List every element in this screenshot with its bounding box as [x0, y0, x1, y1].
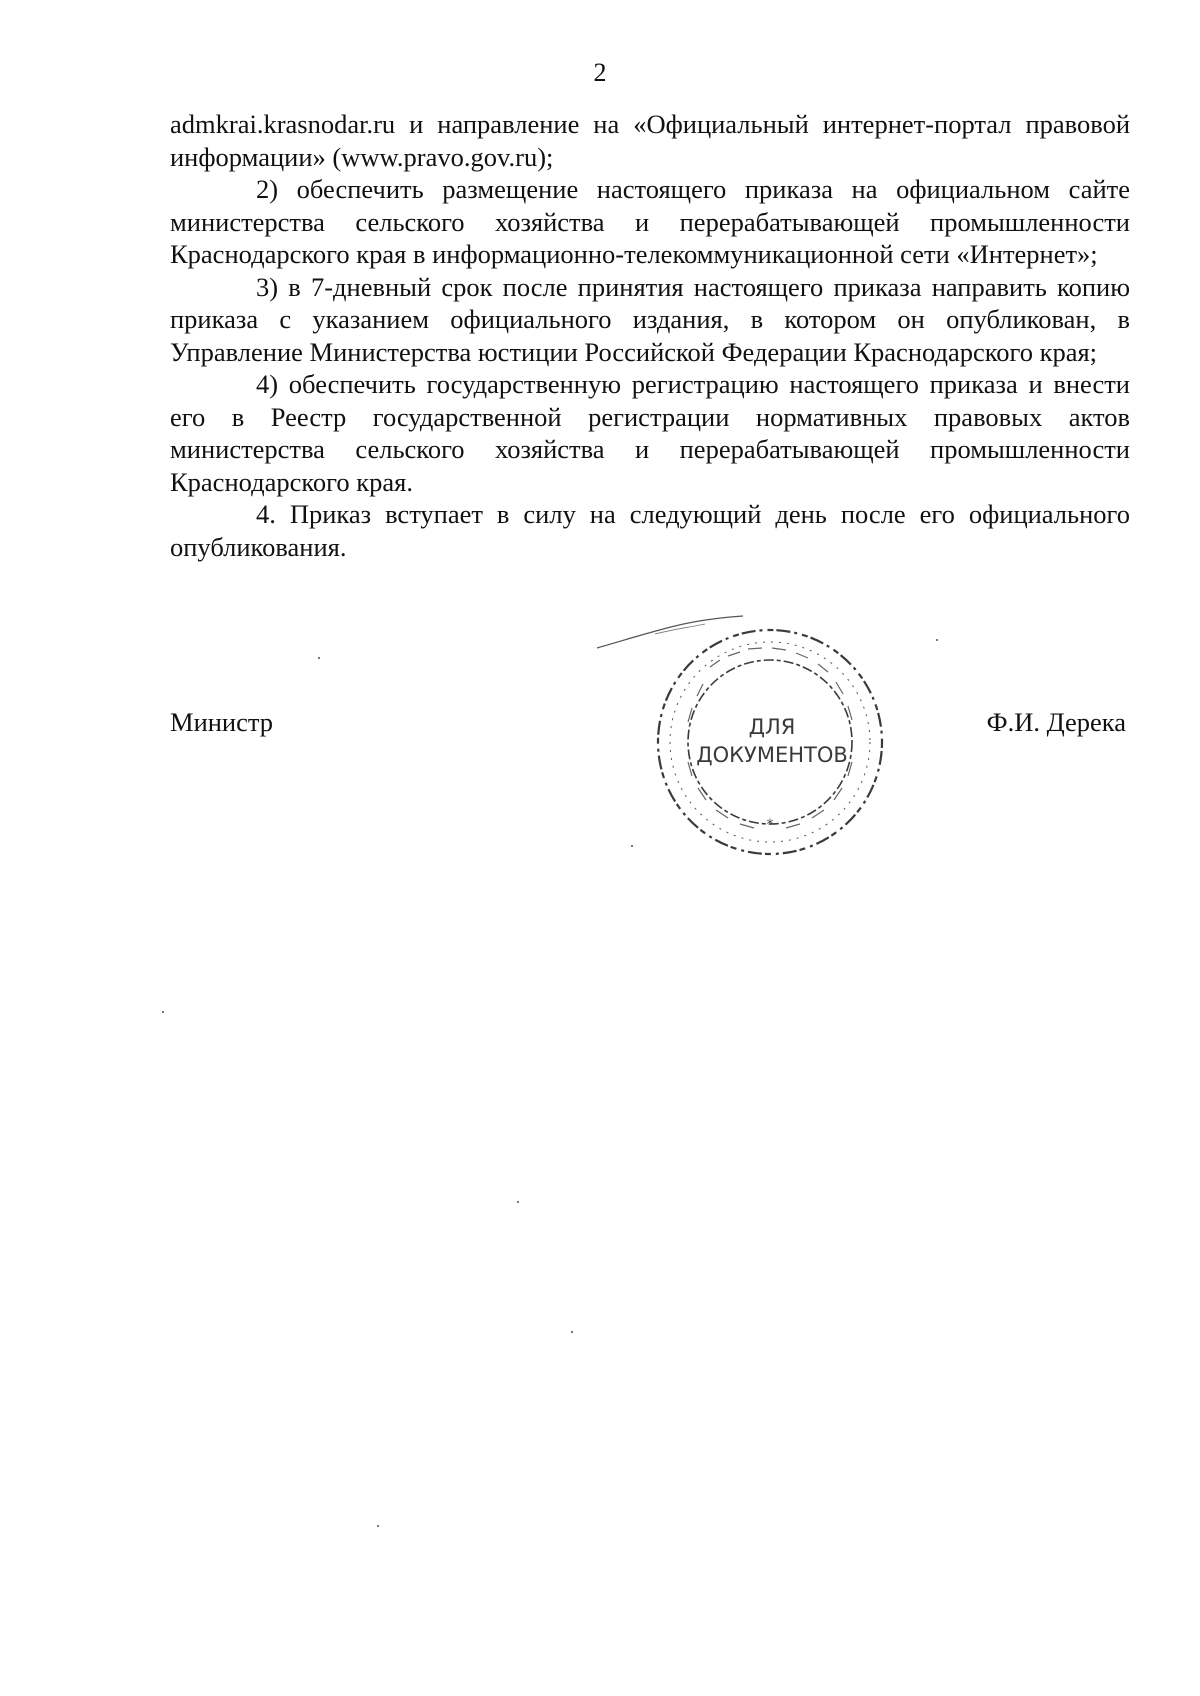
scan-speck	[318, 657, 320, 659]
paragraph-item-2: 2) обеспечить размещение настоящего приказа на официальном сайте министерства сельского хозяйства и перерабатывающей промышленности Краснодарского края в информационно-телекоммуникационной сети «Интернет»;	[170, 174, 1130, 269]
scan-speck	[162, 1011, 164, 1013]
scan-speck	[936, 639, 938, 641]
stamp-text-line1: ДЛЯ	[748, 715, 796, 739]
svg-text:*: *	[766, 817, 774, 833]
page-number: 2	[593, 58, 607, 87]
signatory-title: Министр	[170, 707, 274, 737]
official-seal-stamp	[650, 622, 890, 862]
scan-speck	[377, 1525, 379, 1527]
paragraph-effective-date: 4. Приказ вступает в силу на следующий день после его официального опубликования.	[170, 499, 1130, 562]
scan-speck	[631, 845, 633, 847]
scan-speck	[571, 1331, 573, 1333]
stamp-text-line2: ДОКУМЕНТОВ	[696, 743, 848, 767]
document-body	[170, 108, 1130, 563]
scan-speck	[517, 1201, 519, 1203]
paragraph-continuation: admkrai.krasnodar.ru и направление на «Официальный интернет-портал правовой информации» (www.pravo.gov.ru);	[170, 109, 1130, 172]
signatory-name: Ф.И. Дерека	[986, 707, 1126, 737]
paragraph-item-4: 4) обеспечить государственную регистрацию настоящего приказа и внести его в Реестр государственной регистрации нормативных правовых актов министерства сельского хозяйства и перерабатывающей промышленности Краснодарского края.	[170, 369, 1130, 497]
paragraph-item-3: 3) в 7-дневный срок после принятия настоящего приказа направить копию приказа с указанием официального издания, в котором он опубликован, в Управление Министерства юстиции Российской Федерации Краснодарского края;	[170, 271, 1130, 367]
